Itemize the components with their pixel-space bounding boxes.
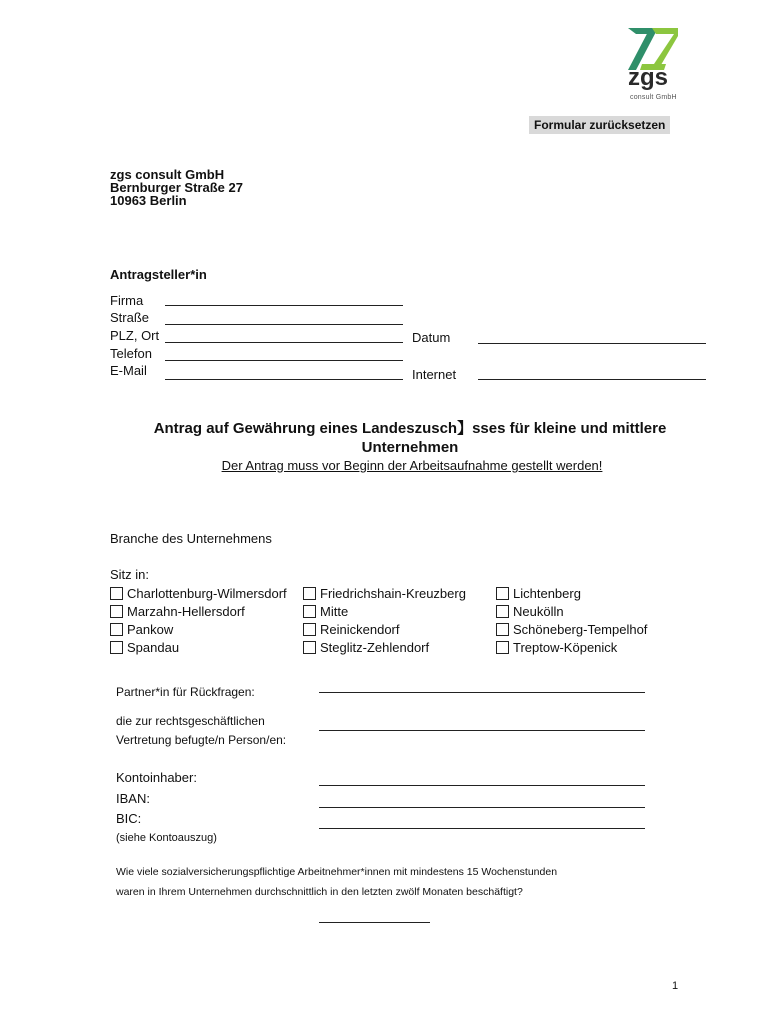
checkbox[interactable] (303, 623, 316, 636)
district-option[interactable] (110, 621, 173, 637)
checkbox[interactable] (303, 641, 316, 654)
label-partner: Partner*in für Rückfragen: (116, 685, 255, 699)
district-option[interactable] (303, 639, 429, 655)
district-option[interactable] (496, 621, 647, 637)
checkbox[interactable] (496, 587, 509, 600)
label-plz-ort: PLZ, Ort (110, 328, 160, 343)
district-label: Treptow-Köpenick (513, 639, 618, 655)
district-option[interactable] (303, 621, 400, 637)
label-vertretung-1: die zur rechtsgeschäftlichen (116, 714, 265, 728)
district-label: Schöneberg-Tempelhof (513, 621, 648, 637)
field-strasse[interactable] (165, 324, 403, 325)
reset-form-button[interactable]: Formular zurücksetzen (529, 116, 670, 134)
district-label: Charlottenburg-Wilmersdorf (127, 585, 287, 601)
checkbox[interactable] (496, 641, 509, 654)
field-bic[interactable] (319, 828, 645, 829)
recipient-name: zgs consult GmbH (110, 167, 225, 182)
checkbox[interactable] (303, 587, 316, 600)
checkbox[interactable] (110, 587, 123, 600)
field-employee-count[interactable] (319, 922, 430, 923)
district-option[interactable] (303, 603, 348, 619)
form-title (110, 419, 710, 457)
page-number: 1 (672, 980, 679, 992)
district-option[interactable] (496, 585, 581, 601)
district-label: Pankow (127, 621, 174, 637)
logo-wordmark: zgs (628, 64, 669, 91)
district-option[interactable] (110, 639, 179, 655)
label-strasse: Straße (110, 310, 150, 325)
field-plz-ort[interactable] (165, 342, 403, 343)
form-title-line2: Unternehmen (361, 439, 459, 456)
checkbox[interactable] (110, 641, 123, 654)
label-sitz: Sitz in: (110, 567, 150, 582)
field-kontoinhaber[interactable] (319, 785, 645, 786)
label-email: E-Mail (110, 363, 147, 378)
recipient-street: Bernburger Straße 27 (110, 180, 243, 195)
field-email[interactable] (165, 379, 403, 380)
recipient-address (110, 168, 243, 207)
label-bic: BIC: (116, 811, 142, 826)
form-title-line1: Antrag auf Gewährung eines Landeszusch】sses für kleine und mittlere (153, 420, 667, 437)
district-label: Spandau (127, 639, 180, 655)
field-partner[interactable] (319, 692, 645, 693)
district-option[interactable] (303, 585, 466, 601)
district-option[interactable] (496, 603, 564, 619)
checkbox[interactable] (110, 623, 123, 636)
field-iban[interactable] (319, 807, 645, 808)
field-internet[interactable] (478, 379, 706, 380)
district-label: Lichtenberg (513, 585, 581, 601)
field-firma[interactable] (165, 305, 403, 306)
question-line2: waren in Ihrem Unternehmen durchschnittlich in den letzten zwölf Monaten beschäftigt? (116, 886, 523, 898)
label-kontoinhaber: Kontoinhaber: (116, 770, 197, 785)
district-label: Steglitz-Zehlendorf (320, 639, 430, 655)
form-notice: Der Antrag muss vor Beginn der Arbeitsaufnahme gestellt werden! (221, 458, 603, 473)
question-line1: Wie viele sozialversicherungspflichtige Arbeitnehmer*innen mit mindestens 15 Wochenstunden (116, 866, 558, 878)
recipient-city: 10963 Berlin (110, 193, 187, 208)
field-vertretung[interactable] (319, 730, 645, 731)
company-logo (626, 28, 682, 104)
district-label: Mitte (320, 603, 349, 619)
checkbox[interactable] (110, 605, 123, 618)
checkbox[interactable] (496, 605, 509, 618)
label-firma: Firma (110, 293, 144, 308)
district-label: Neukölln (513, 603, 564, 619)
district-label: Marzahn-Hellersdorf (127, 603, 245, 619)
district-label: Reinickendorf (320, 621, 400, 637)
label-datum: Datum (412, 330, 451, 345)
label-vertretung-2: Vertretung befugte/n Person/en: (116, 733, 287, 747)
label-internet: Internet (412, 367, 457, 382)
district-option[interactable] (110, 585, 287, 601)
logo-subtitle: consult GmbH (630, 94, 677, 101)
checkbox[interactable] (303, 605, 316, 618)
label-kontoauszug-hint: (siehe Kontoauszug) (116, 832, 217, 844)
employee-question (116, 862, 716, 902)
field-datum[interactable] (478, 343, 706, 344)
checkbox[interactable] (496, 623, 509, 636)
district-option[interactable] (110, 603, 245, 619)
label-branche: Branche des Unternehmens (110, 531, 272, 546)
field-telefon[interactable] (165, 360, 403, 361)
applicant-heading: Antragsteller*in (110, 267, 207, 282)
label-telefon: Telefon (110, 346, 152, 361)
label-iban: IBAN: (116, 791, 150, 806)
district-option[interactable] (496, 639, 617, 655)
district-label: Friedrichshain-Kreuzberg (320, 585, 466, 601)
